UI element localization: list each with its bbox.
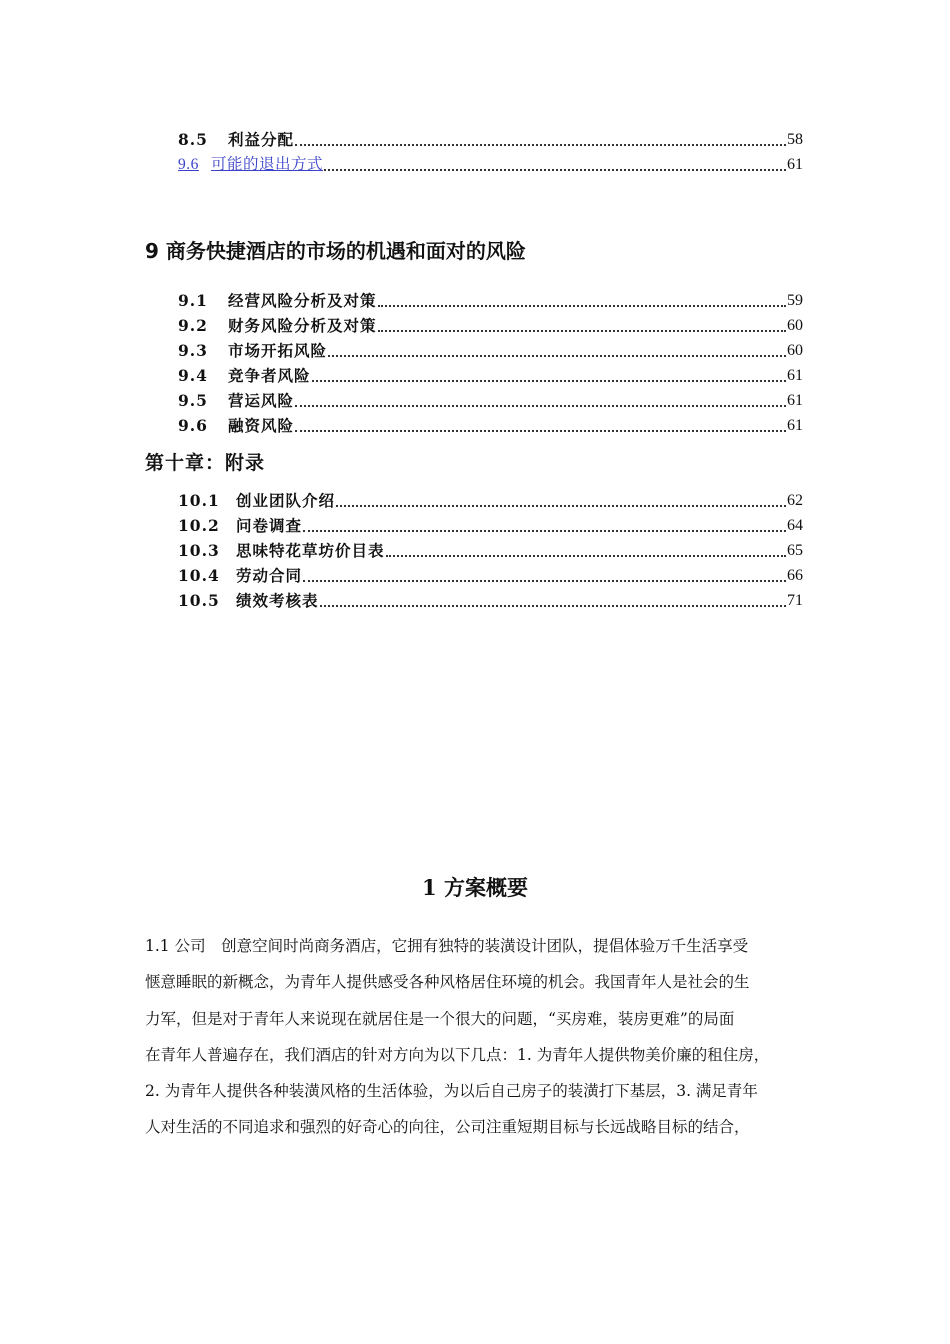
toc-entry-title: 营运风险 <box>228 391 295 410</box>
toc-leader-dots <box>295 143 786 146</box>
chapter-9-heading: 9 商务快捷酒店的市场的机遇和面对的风险 <box>145 239 526 263</box>
toc-leader-dots <box>336 504 786 507</box>
toc-entry-page: 65 <box>787 542 803 559</box>
paragraph-line: 在青年人普遍存在，我们酒店的针对方向为以下几点：1. 为青年人提供物美价廉的租住房， <box>145 1045 770 1064</box>
toc-entry-10-3[interactable] <box>178 537 803 561</box>
toc-entry-title[interactable]: 可能的退出方式 <box>211 156 324 173</box>
toc-entry-title: 财务风险分析及对策 <box>228 316 377 335</box>
toc-entry-number: 10.4 <box>178 566 220 585</box>
toc-entry-page: 71 <box>787 592 803 609</box>
toc-entry-title: 市场开拓风险 <box>228 341 328 360</box>
toc-entry-number: 9.2 <box>178 316 208 335</box>
toc-entry-number: 9.3 <box>178 341 208 360</box>
toc-entry-title: 利益分配 <box>228 130 295 149</box>
toc-entry-title: 竞争者风险 <box>228 366 311 385</box>
toc-entry-8-5[interactable] <box>178 126 803 150</box>
toc-entry-page: 62 <box>787 492 803 509</box>
toc-entry-page: 60 <box>787 342 803 359</box>
toc-leader-dots <box>295 429 786 432</box>
toc-entry-number: 9.6 <box>178 416 208 435</box>
toc-entry-page: 58 <box>787 131 803 148</box>
toc-entry-9-3[interactable] <box>178 337 803 361</box>
toc-entry-title: 创业团队介绍 <box>236 491 336 510</box>
toc-entry-number: 10.2 <box>178 516 220 535</box>
toc-entry-page: 59 <box>787 292 803 309</box>
toc-entry-title: 经营风险分析及对策 <box>228 291 377 310</box>
toc-entry-number: 10.1 <box>178 491 220 510</box>
toc-leader-dots <box>328 354 786 357</box>
toc-entry-9-6[interactable] <box>178 412 803 436</box>
toc-entry-title: 问卷调查 <box>236 516 303 535</box>
toc-entry-title: 绩效考核表 <box>236 591 319 610</box>
toc-entry-number: 10.5 <box>178 591 220 610</box>
toc-entry-10-5[interactable] <box>178 587 803 611</box>
paragraph-line: 人对生活的不同追求和强烈的好奇心的向往，公司注重短期目标与长远战略目标的结合， <box>145 1118 750 1137</box>
paragraph-line: 力军，但是对于青年人来说现在就居住是一个很大的问题，“买房难，装房更难”的局面 <box>145 1009 735 1028</box>
toc-entry-number: 9.1 <box>178 291 208 310</box>
toc-leader-dots <box>378 304 786 307</box>
paragraph-line: 惬意睡眠的新概念，为青年人提供感受各种风格居住环境的机会。我国青年人是社会的生 <box>145 973 750 992</box>
toc-entry-title: 融资风险 <box>228 416 295 435</box>
toc-leader-dots <box>295 404 786 407</box>
chapter-10-heading: 第十章：附录 <box>145 452 266 474</box>
toc-entry-page: 61 <box>787 367 803 384</box>
toc-entry-title: 劳动合同 <box>236 566 303 585</box>
toc-entry-number[interactable]: 9.6 <box>178 156 199 173</box>
toc-entry-page: 61 <box>787 392 803 409</box>
toc-entry-number: 8.5 <box>178 130 208 149</box>
paragraph-line: 1.1 公司 创意空间时尚商务酒店，它拥有独特的装潢设计团队，提倡体验万千生活享受 <box>145 937 749 955</box>
toc-entry-page: 60 <box>787 317 803 334</box>
toc-entry-page: 61 <box>787 417 803 434</box>
toc-entry-title: 思味特花草坊价目表 <box>236 541 385 560</box>
toc-entry-10-2[interactable] <box>178 512 803 536</box>
toc-leader-dots <box>312 379 786 382</box>
section-1-paragraph <box>145 928 810 1146</box>
toc-leader-dots <box>324 168 786 171</box>
toc-entry-page: 64 <box>787 517 803 534</box>
toc-entry-10-1[interactable] <box>178 487 803 511</box>
toc-leader-dots <box>303 529 786 532</box>
toc-entry-9-6-exit-link[interactable] <box>178 151 803 175</box>
toc-entry-number: 9.4 <box>178 366 208 385</box>
paragraph-line: 2. 为青年人提供各种装潢风格的生活体验，为以后自己房子的装潢打下基层，3. 满足青年 <box>145 1082 758 1101</box>
toc-entry-page: 61 <box>787 156 803 173</box>
toc-leader-dots <box>320 604 786 607</box>
section-1-title: 1 方案概要 <box>422 875 528 900</box>
toc-entry-number: 10.3 <box>178 541 220 560</box>
toc-leader-dots <box>386 554 786 557</box>
toc-leader-dots <box>303 579 786 582</box>
toc-entry-9-4[interactable] <box>178 362 803 386</box>
toc-entry-9-5[interactable] <box>178 387 803 411</box>
toc-entry-number: 9.5 <box>178 391 208 410</box>
toc-entry-9-1[interactable] <box>178 287 803 311</box>
toc-leader-dots <box>378 329 786 332</box>
toc-entry-10-4[interactable] <box>178 562 803 586</box>
toc-entry-9-2[interactable] <box>178 312 803 336</box>
toc-entry-page: 66 <box>787 567 803 584</box>
